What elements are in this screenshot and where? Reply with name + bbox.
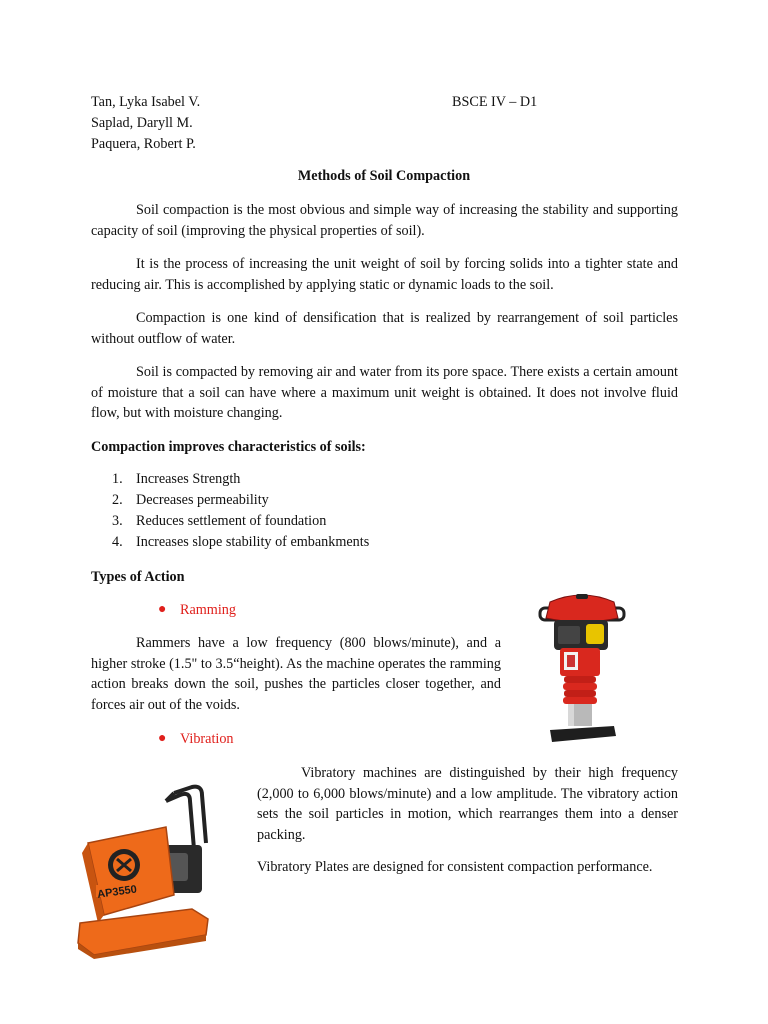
author-2: Saplad, Daryll M. (91, 115, 193, 131)
list-number: 2. (112, 492, 123, 508)
course-section: BSCE IV – D1 (452, 94, 538, 110)
list-text: Decreases permeability (136, 492, 269, 508)
ramming-paragraph: Rammers have a low frequency (800 blows/minute), and a higher stroke (1.5" to 3.5“height). As the machine operates the ramming action breaks down the soil, pushes the particles closer together, and forces air out of the voids. (91, 635, 501, 713)
paragraph-3: Compaction is one kind of densification that is realized by rearrangement of soil particles without outflow of water. (91, 310, 678, 347)
author-3: Paquera, Robert P. (91, 136, 196, 152)
vibration-paragraph: Vibratory machines are distinguished by their high frequency (2,000 to 6,000 blows/minute) and a low amplitude. The vibratory action sets the soil particles in motion, which rearranges them into a denser packing. (257, 765, 678, 843)
list-text: Increases Strength (136, 471, 241, 487)
characteristics-heading: Compaction improves characteristics of soils: (91, 439, 366, 455)
bullet-icon: ● (158, 731, 167, 746)
list-item (112, 511, 326, 532)
list-number: 3. (112, 513, 123, 529)
list-item (112, 532, 369, 553)
list-number: 4. (112, 534, 123, 550)
bullet-ramming (158, 600, 278, 621)
list-text: Increases slope stability of embankments (136, 534, 370, 550)
list-item (112, 490, 269, 511)
vibratory-plate-image (74, 783, 238, 959)
author-1: Tan, Lyka Isabel V. (91, 94, 201, 110)
bullet-vibration (158, 729, 278, 750)
bullet-icon: ● (158, 602, 167, 617)
ramming-label: Ramming (180, 602, 236, 618)
list-item (112, 469, 240, 490)
types-of-action-heading: Types of Action (91, 569, 185, 585)
plate-model-label: AP3550 (96, 883, 138, 901)
paragraph-4: Soil is compacted by removing air and water from its pore space. There exists a certain amount of moisture that a soil can have where a maximum unit weight is obtained. It does not involve fluid flow, but with moisture changing. (91, 364, 678, 422)
list-text: Reduces settlement of foundation (136, 513, 327, 529)
paragraph-2: It is the process of increasing the unit weight of soil by forcing solids into a tighter state and reducing air. This is accomplished by applying static or dynamic loads to the soil. (91, 256, 678, 293)
vibration-label: Vibration (180, 731, 234, 747)
list-number: 1. (112, 471, 123, 487)
vibratory-plates-paragraph: Vibratory Plates are designed for consistent compaction performance. (257, 859, 653, 875)
document-title: Methods of Soil Compaction (297, 168, 471, 184)
paragraph-1: Soil compaction is the most obvious and simple way of increasing the stability and supporting capacity of soil (improving the physical properties of soil). (91, 202, 678, 239)
rammer-image (536, 590, 628, 746)
